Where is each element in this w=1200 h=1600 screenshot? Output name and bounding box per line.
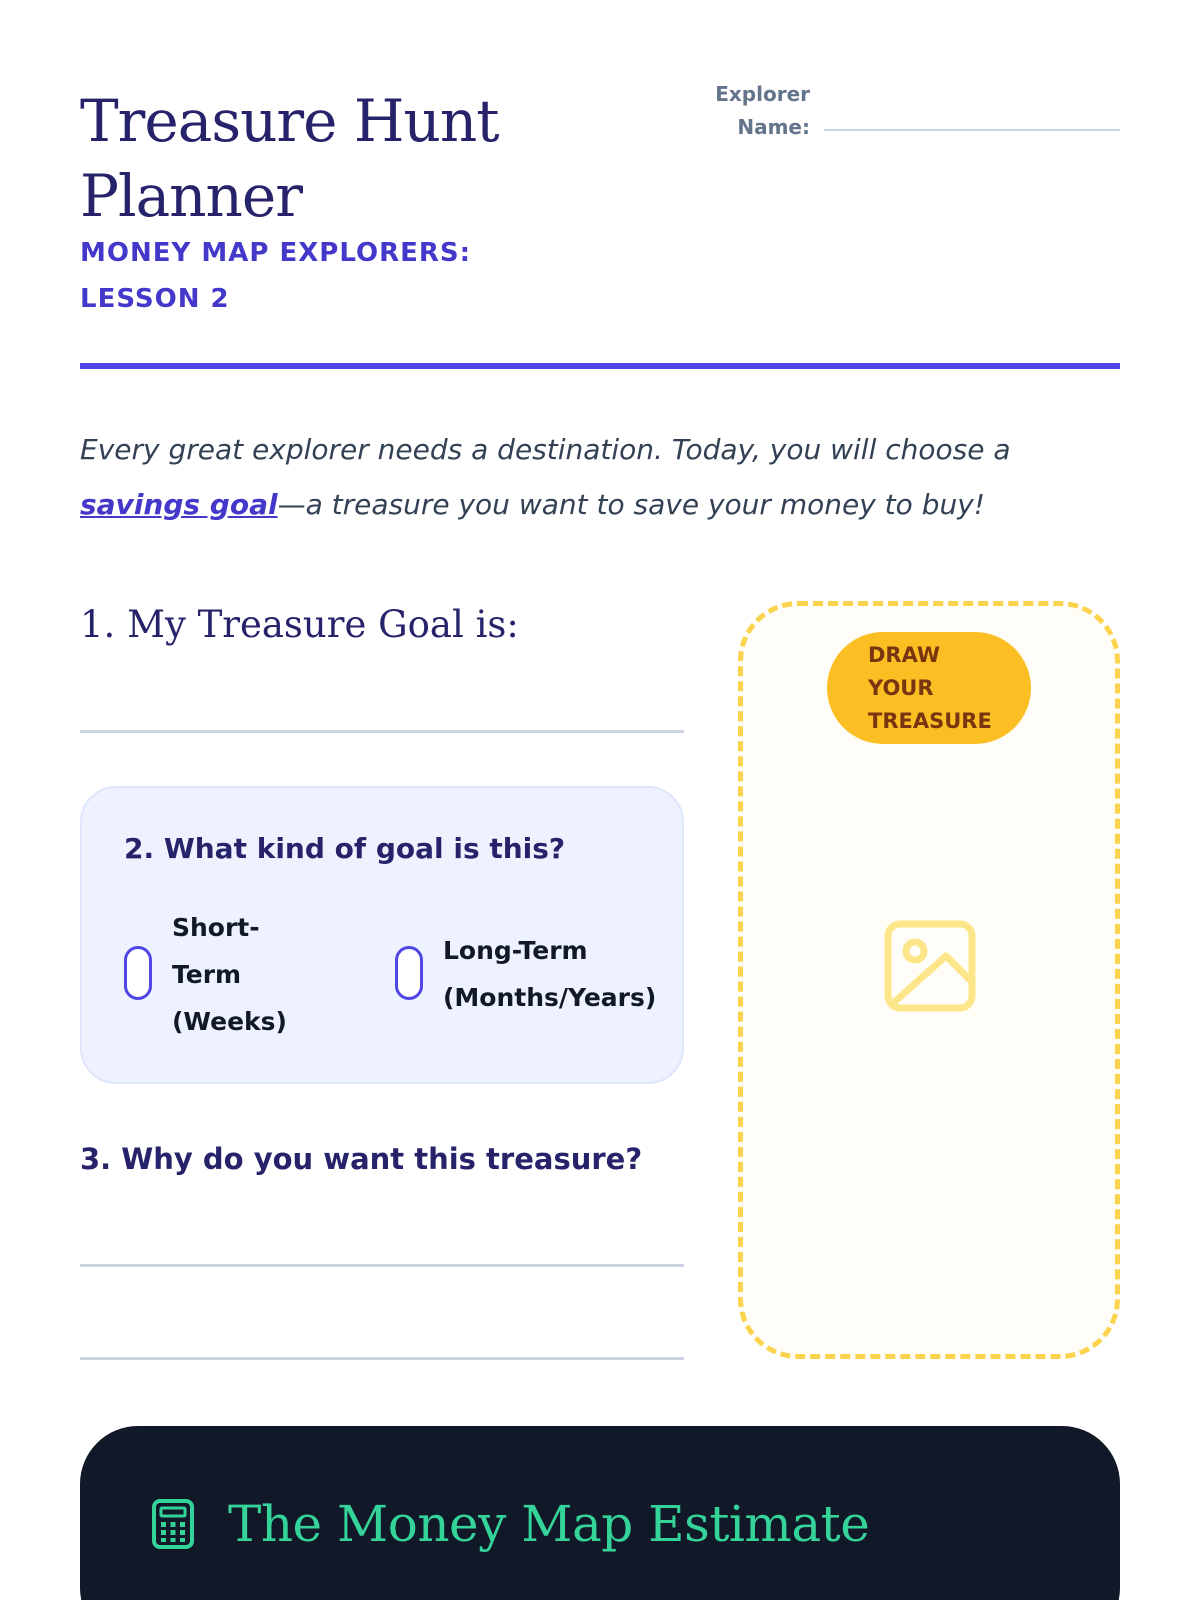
goal-type-box [80, 786, 684, 1084]
image-icon [884, 920, 976, 1012]
short-term-line3: (Weeks) [172, 1007, 287, 1036]
money-map-estimate-title: The Money Map Estimate [228, 1495, 870, 1553]
explorer-name-label [690, 78, 810, 144]
short-term-line2: Term [172, 960, 242, 989]
long-term-label [443, 927, 673, 1021]
short-term-label [172, 904, 312, 1045]
long-term-line1: Long-Term [443, 936, 588, 965]
question-3-label: 3. Why do you want this treasure? [80, 1142, 643, 1176]
intro-text-start: Every great explorer needs a destination. Today, you will choose a [80, 433, 1011, 466]
why-answer-line-2[interactable] [80, 1357, 684, 1360]
calculator-icon [151, 1498, 195, 1550]
intro-text-end: —a treasure you want to save your money to buy! [277, 488, 986, 521]
question-2-label: 2. What kind of goal is this? [124, 832, 566, 865]
savings-goal-term: savings goal [80, 488, 278, 521]
explorer-name-input[interactable] [824, 129, 1120, 131]
question-1-label: 1. My Treasure Goal is: [80, 603, 519, 646]
worksheet-title: Treasure Hunt Planner [80, 87, 499, 230]
worksheet-subtitle: MONEY MAP EXPLORERS: LESSON 2 [80, 238, 472, 314]
long-term-radio[interactable] [395, 946, 423, 1000]
treasure-goal-answer-line[interactable] [80, 730, 684, 733]
name-label-line1: Explorer [715, 82, 810, 106]
badge-line3: TREASURE [868, 709, 992, 733]
badge-line1: DRAW [868, 643, 941, 667]
short-term-radio[interactable] [124, 946, 152, 1000]
draw-your-treasure-badge [827, 632, 1031, 744]
short-term-line1: Short- [172, 913, 260, 942]
long-term-line2: (Months/Years) [443, 983, 657, 1012]
badge-line2: YOUR [868, 676, 934, 700]
header-divider [80, 363, 1120, 369]
why-answer-line-1[interactable] [80, 1264, 684, 1267]
name-label-line2: Name: [737, 115, 810, 139]
intro-paragraph [80, 422, 1120, 532]
